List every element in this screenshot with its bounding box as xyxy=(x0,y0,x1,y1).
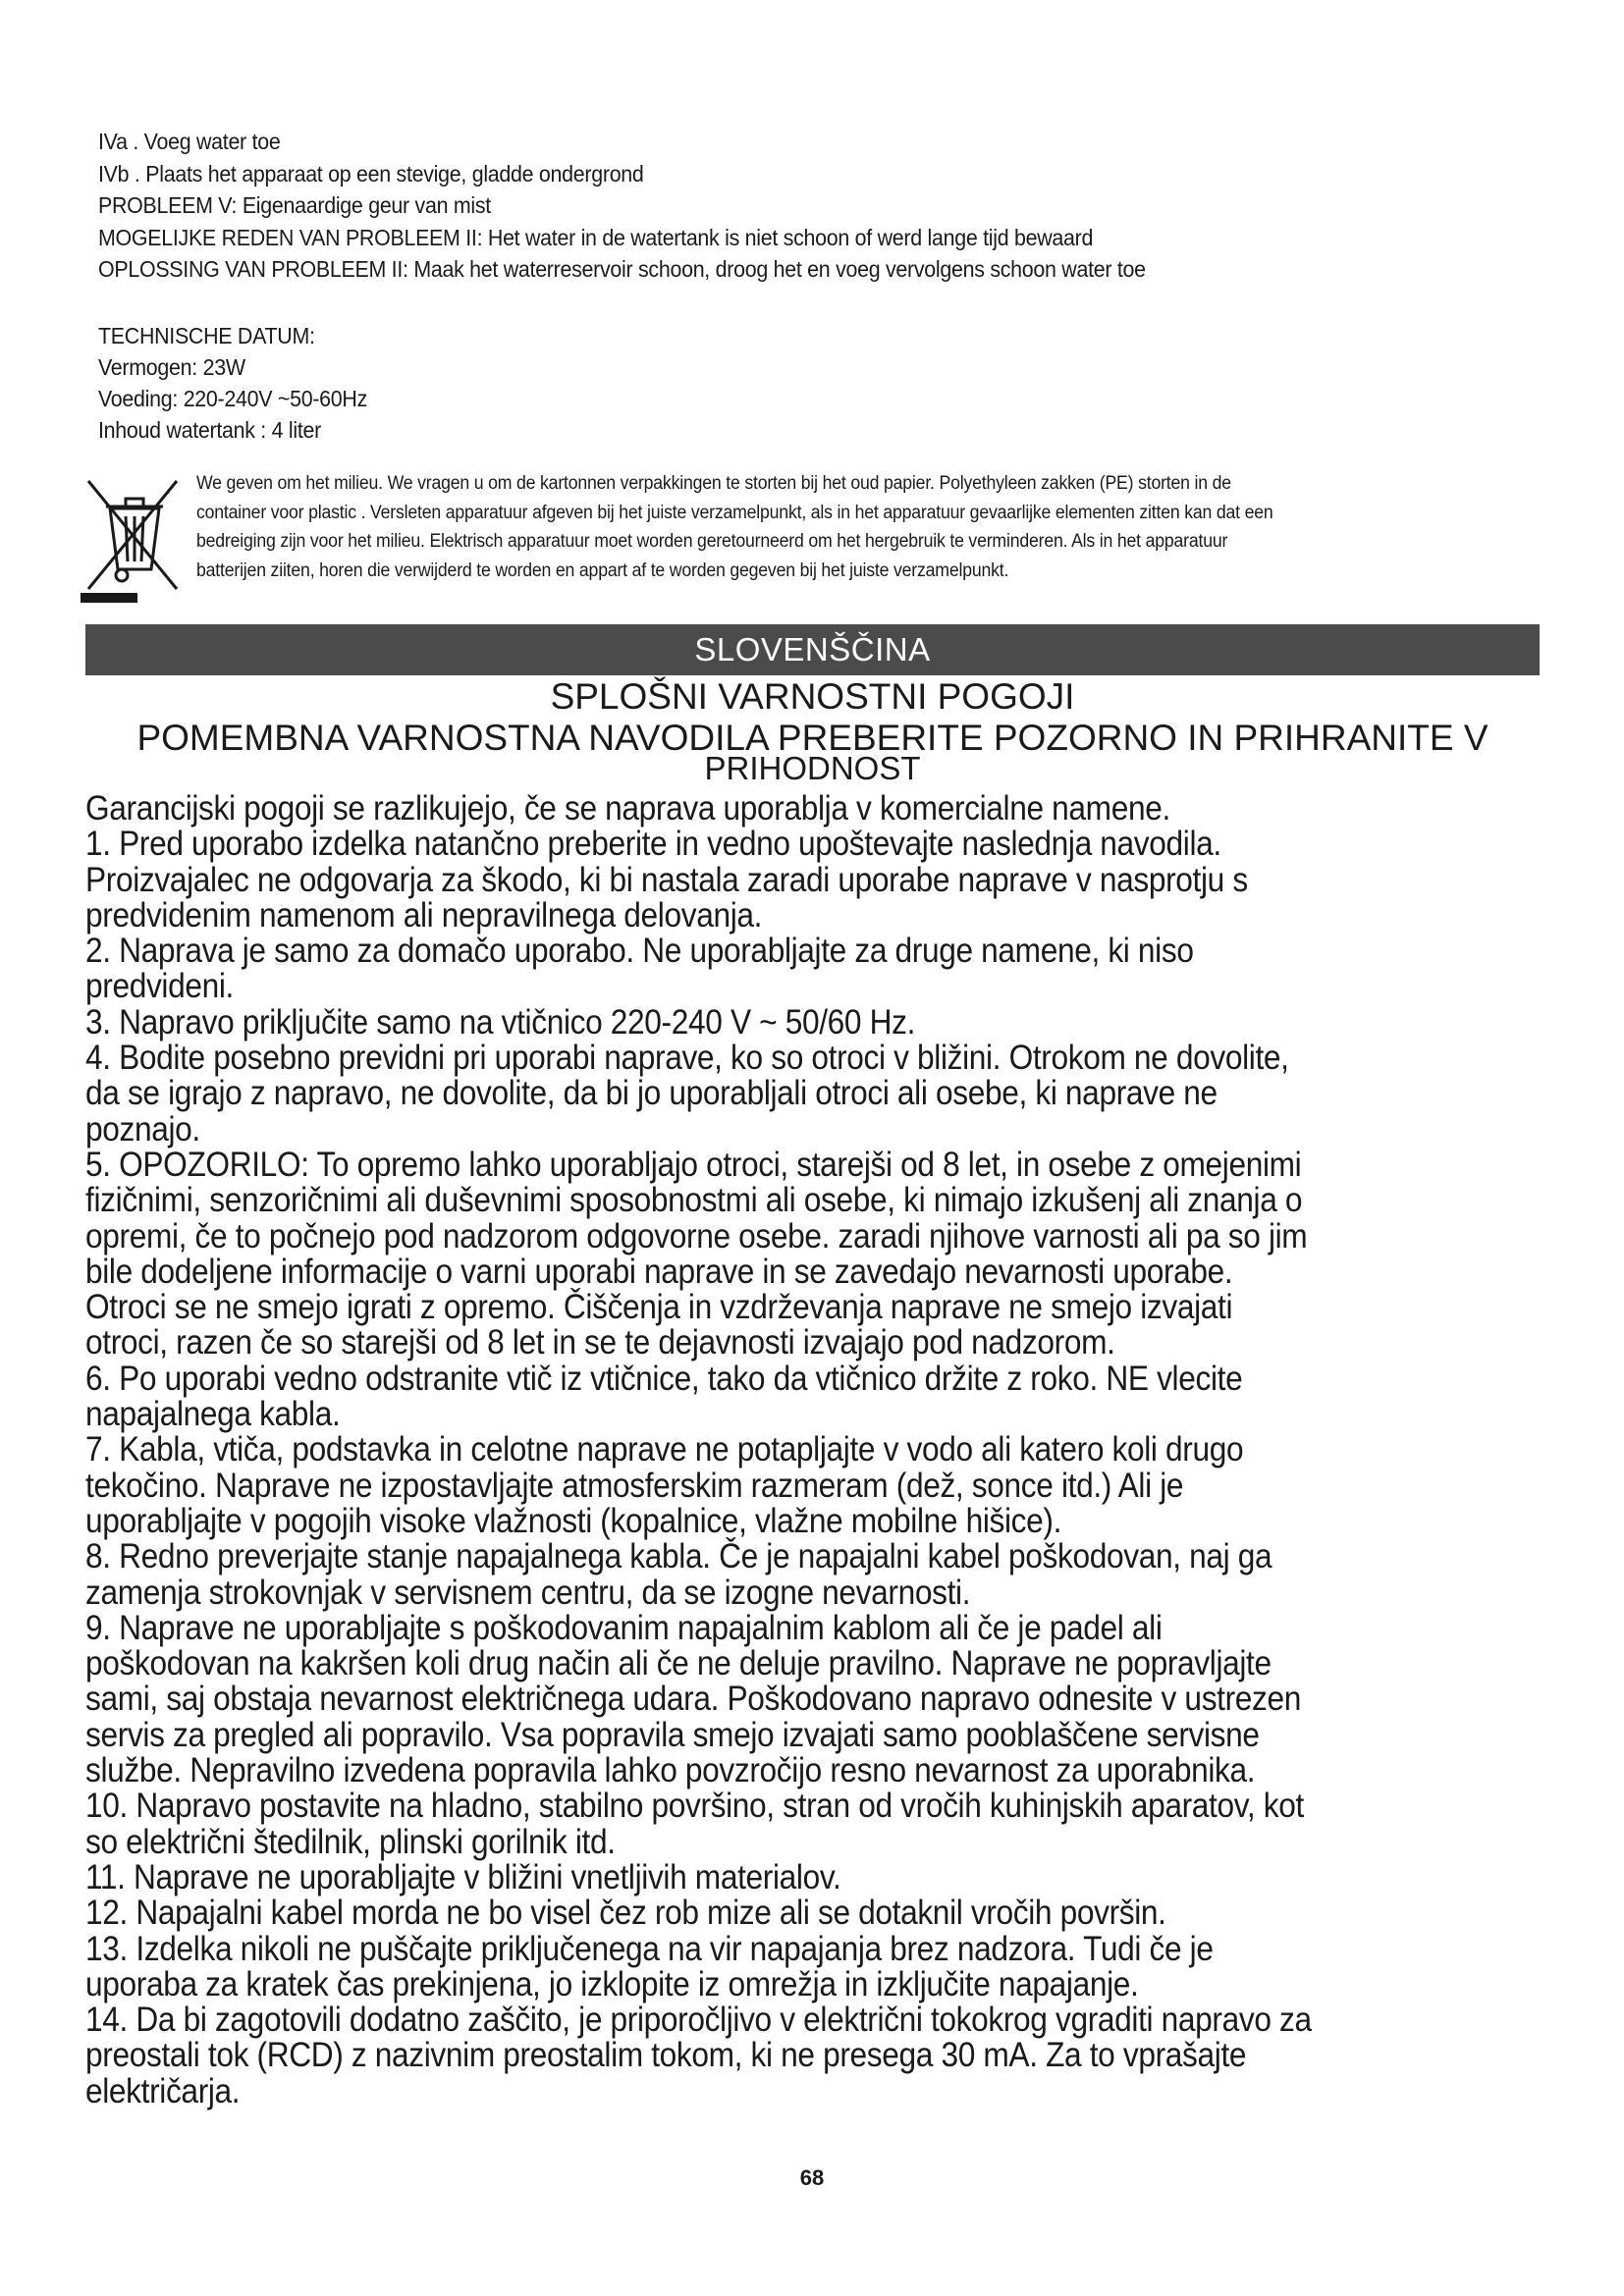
text-line: 9. Naprave ne uporabljajte s poškodovanim napajalnim kablom ali če je padel ali xyxy=(85,1608,1163,1647)
text-line: IVa . Voeg water toe xyxy=(98,129,281,154)
text-line: 2. Naprava je samo za domačo uporabo. Ne uporabljajte za druge namene, ki niso xyxy=(85,932,1194,971)
crossed-out-wheelie-bin-icon xyxy=(79,467,187,605)
text-line: 6. Po uporabi vedno odstranite vtič iz vtičnice, tako da vtičnico držite z roko. NE vlecite xyxy=(85,1359,1243,1398)
language-banner: SLOVENŠČINA xyxy=(85,624,1540,675)
text-line: 4. Bodite posebno previdni pri uporabi naprave, ko so otroci v bližini. Otrokom ne dovolite, xyxy=(85,1039,1289,1078)
section-subtitle-continued: PRIHODNOST xyxy=(704,750,921,786)
text-line: uporaba za kratek čas prekinjena, jo izklopite iz omrežja in izključite napajanje. xyxy=(85,1964,1139,2003)
text-line: bedreiging zijn voor het milieu. Elektrisch apparatuur moet worden geretourneerd om het hergebruik te verminderen. Als in het apparatuur xyxy=(196,531,1228,552)
text-line: službe. Nepravilno izvedena popravila lahko povzročijo resno nevarnost za uporabnika. xyxy=(85,1751,1256,1790)
section-subtitle: POMEMBNA VARNOSTNA NAVODILA PREBERITE POZORNO IN PRIHRANITE V xyxy=(136,718,1489,758)
text-line: so električni štedilnik, plinski gorilnik itd. xyxy=(85,1822,616,1861)
text-line: We geven om het milieu. We vragen u om de kartonnen verpakkingen te storten bij het oud papier. Polyethyleen zakken (PE) storten in de xyxy=(196,473,1231,494)
text-line: 10. Napravo postavite na hladno, stabilno površino, stran od vročih kuhinjskih aparatov, kot xyxy=(85,1787,1304,1826)
technical-data xyxy=(98,320,884,446)
text-line: predvidenim namenom ali nepravilnega delovanja. xyxy=(85,895,763,934)
text-line: sami, saj obstaja nevarnost električnega udara. Poškodovano napravo odnesite v ustrezen xyxy=(85,1680,1302,1719)
power-spec: Vermogen: 23W xyxy=(98,354,245,380)
recycling-notice xyxy=(196,469,1551,585)
text-line: 13. Izdelka nikoli ne puščajte priključenega na vir napajanja brez nadzora. Tudi če je xyxy=(85,1929,1214,1968)
text-line: zamenja strokovnjak v servisnem centru, da se izogne nevarnosti. xyxy=(85,1573,971,1612)
text-line: IVb . Plaats het apparaat op een stevige, gladde ondergrond xyxy=(98,160,644,187)
text-line: bile dodeljene informacije o varni uporabi naprave in se zavedajo nevarnosti uporabe. xyxy=(85,1252,1233,1291)
text-line: napajalnega kabla. xyxy=(85,1395,341,1434)
text-line: fizičnimi, senzoričnimi ali duševnimi sposobnostmi ali osebe, ki nimajo izkušenj ali znanja o xyxy=(85,1181,1303,1220)
text-line: tekočino. Naprave ne izpostavljajte atmosferskim razmeram (dež, sonce itd.) Ali je xyxy=(85,1466,1184,1505)
technical-data-heading: TECHNISCHE DATUM: xyxy=(98,323,315,348)
text-line: predvideni. xyxy=(85,967,234,1006)
text-line: opremi, če to počnejo pod nadzorom odgovorne osebe. zaradi njihove varnosti ali pa so jim xyxy=(85,1216,1308,1255)
page-number: 68 xyxy=(799,2165,825,2190)
text-line: 1. Pred uporabo izdelka natančno preberite in vedno upoštevajte naslednja navodila. xyxy=(85,825,1221,864)
text-line: preostali tok (RCD) z nazivnim preostalim tokom, ki ne presega 30 mA. Za to vprašajte xyxy=(85,2036,1247,2075)
text-line: poznajo. xyxy=(85,1109,200,1148)
text-line: 11. Naprave ne uporabljajte v bližini vnetljivih materialov. xyxy=(85,1857,841,1896)
section-title: SPLOŠNI VARNOSTNI POGOJI xyxy=(550,676,1075,717)
tank-capacity-spec: Inhoud watertank : 4 liter xyxy=(98,417,321,443)
text-line: električarja. xyxy=(85,2071,241,2110)
text-line: Proizvajalec ne odgovarja za škodo, ki bi nastala zaradi uporabe naprave v nasprotju s xyxy=(85,860,1248,899)
text-line: 12. Napajalni kabel morda ne bo visel čez rob mize ali se dotaknil vročih površin. xyxy=(85,1894,1166,1933)
dutch-troubleshooting xyxy=(98,126,1551,286)
slovenian-safety-instructions xyxy=(85,791,1558,2109)
text-line: uporabljajte v pogojih visoke vlažnosti (kopalnice, vlažne mobilne hišice). xyxy=(85,1501,1062,1540)
text-line: 7. Kabla, vtiča, podstavka in celotne naprave ne potapljajte v vodo ali katero koli drugo xyxy=(85,1430,1244,1469)
text-line: 14. Da bi zagotovili dodatno zaščito, je priporočljivo v električni tokokrog vgraditi napravo za xyxy=(85,2001,1312,2040)
text-line: da se igrajo z napravo, ne dovolite, da bi jo uporabljali otroci ali osebe, ki naprave ne xyxy=(85,1074,1218,1113)
text-line: OPLOSSING VAN PROBLEEM II: Maak het waterreservoir schoon, droog het en voeg vervolgens schoon water toe xyxy=(98,256,1146,282)
text-line: Otroci se ne smejo igrati z opremo. Čiščenja in vzdrževanja naprave ne smejo izvajati xyxy=(85,1288,1233,1327)
text-line: batterijen ziiten, horen die verwijderd te worden en appart af te worden gegeven bij het juiste verzamelpunkt. xyxy=(196,560,1009,581)
text-line: servis za pregled ali popravilo. Vsa popravila smejo izvajati samo pooblaščene servisne xyxy=(85,1715,1260,1754)
text-line: otroci, razen če so starejši od 8 let in se te dejavnosti izvajajo pod nadzorom. xyxy=(85,1323,1115,1362)
text-line: 8. Redno preverjajte stanje napajalnega kabla. Če je napajalni kabel poškodovan, naj ga xyxy=(85,1537,1272,1576)
voltage-spec: Voeding: 220-240V ~50-60Hz xyxy=(98,386,368,411)
text-line: MOGELIJKE REDEN VAN PROBLEEM II: Het water in de watertank is niet schoon of werd lange tijd bewaard xyxy=(98,224,1094,250)
text-line: PROBLEEM V: Eigenaardige geur van mist xyxy=(98,192,491,218)
text-line: 3. Napravo priključite samo na vtičnico 220-240 V ~ 50/60 Hz. xyxy=(85,1002,916,1041)
text-line: Garancijski pogoji se razlikujejo, če se naprava uporablja v komercialne namene. xyxy=(85,789,1170,828)
text-line: container voor plastic . Versleten apparatuur afgeven bij het juiste verzamelpunkt, als in het apparatuur gevaarlijke elementen zitten kan dat een xyxy=(196,502,1273,523)
text-line: 5. OPOZORILO: To opremo lahko uporabljajo otroci, starejši od 8 let, in osebe z omejenimi xyxy=(85,1145,1302,1184)
text-line: poškodovan na kakršen koli drug način ali če ne deluje pravilno. Naprave ne popravljajte xyxy=(85,1644,1272,1683)
